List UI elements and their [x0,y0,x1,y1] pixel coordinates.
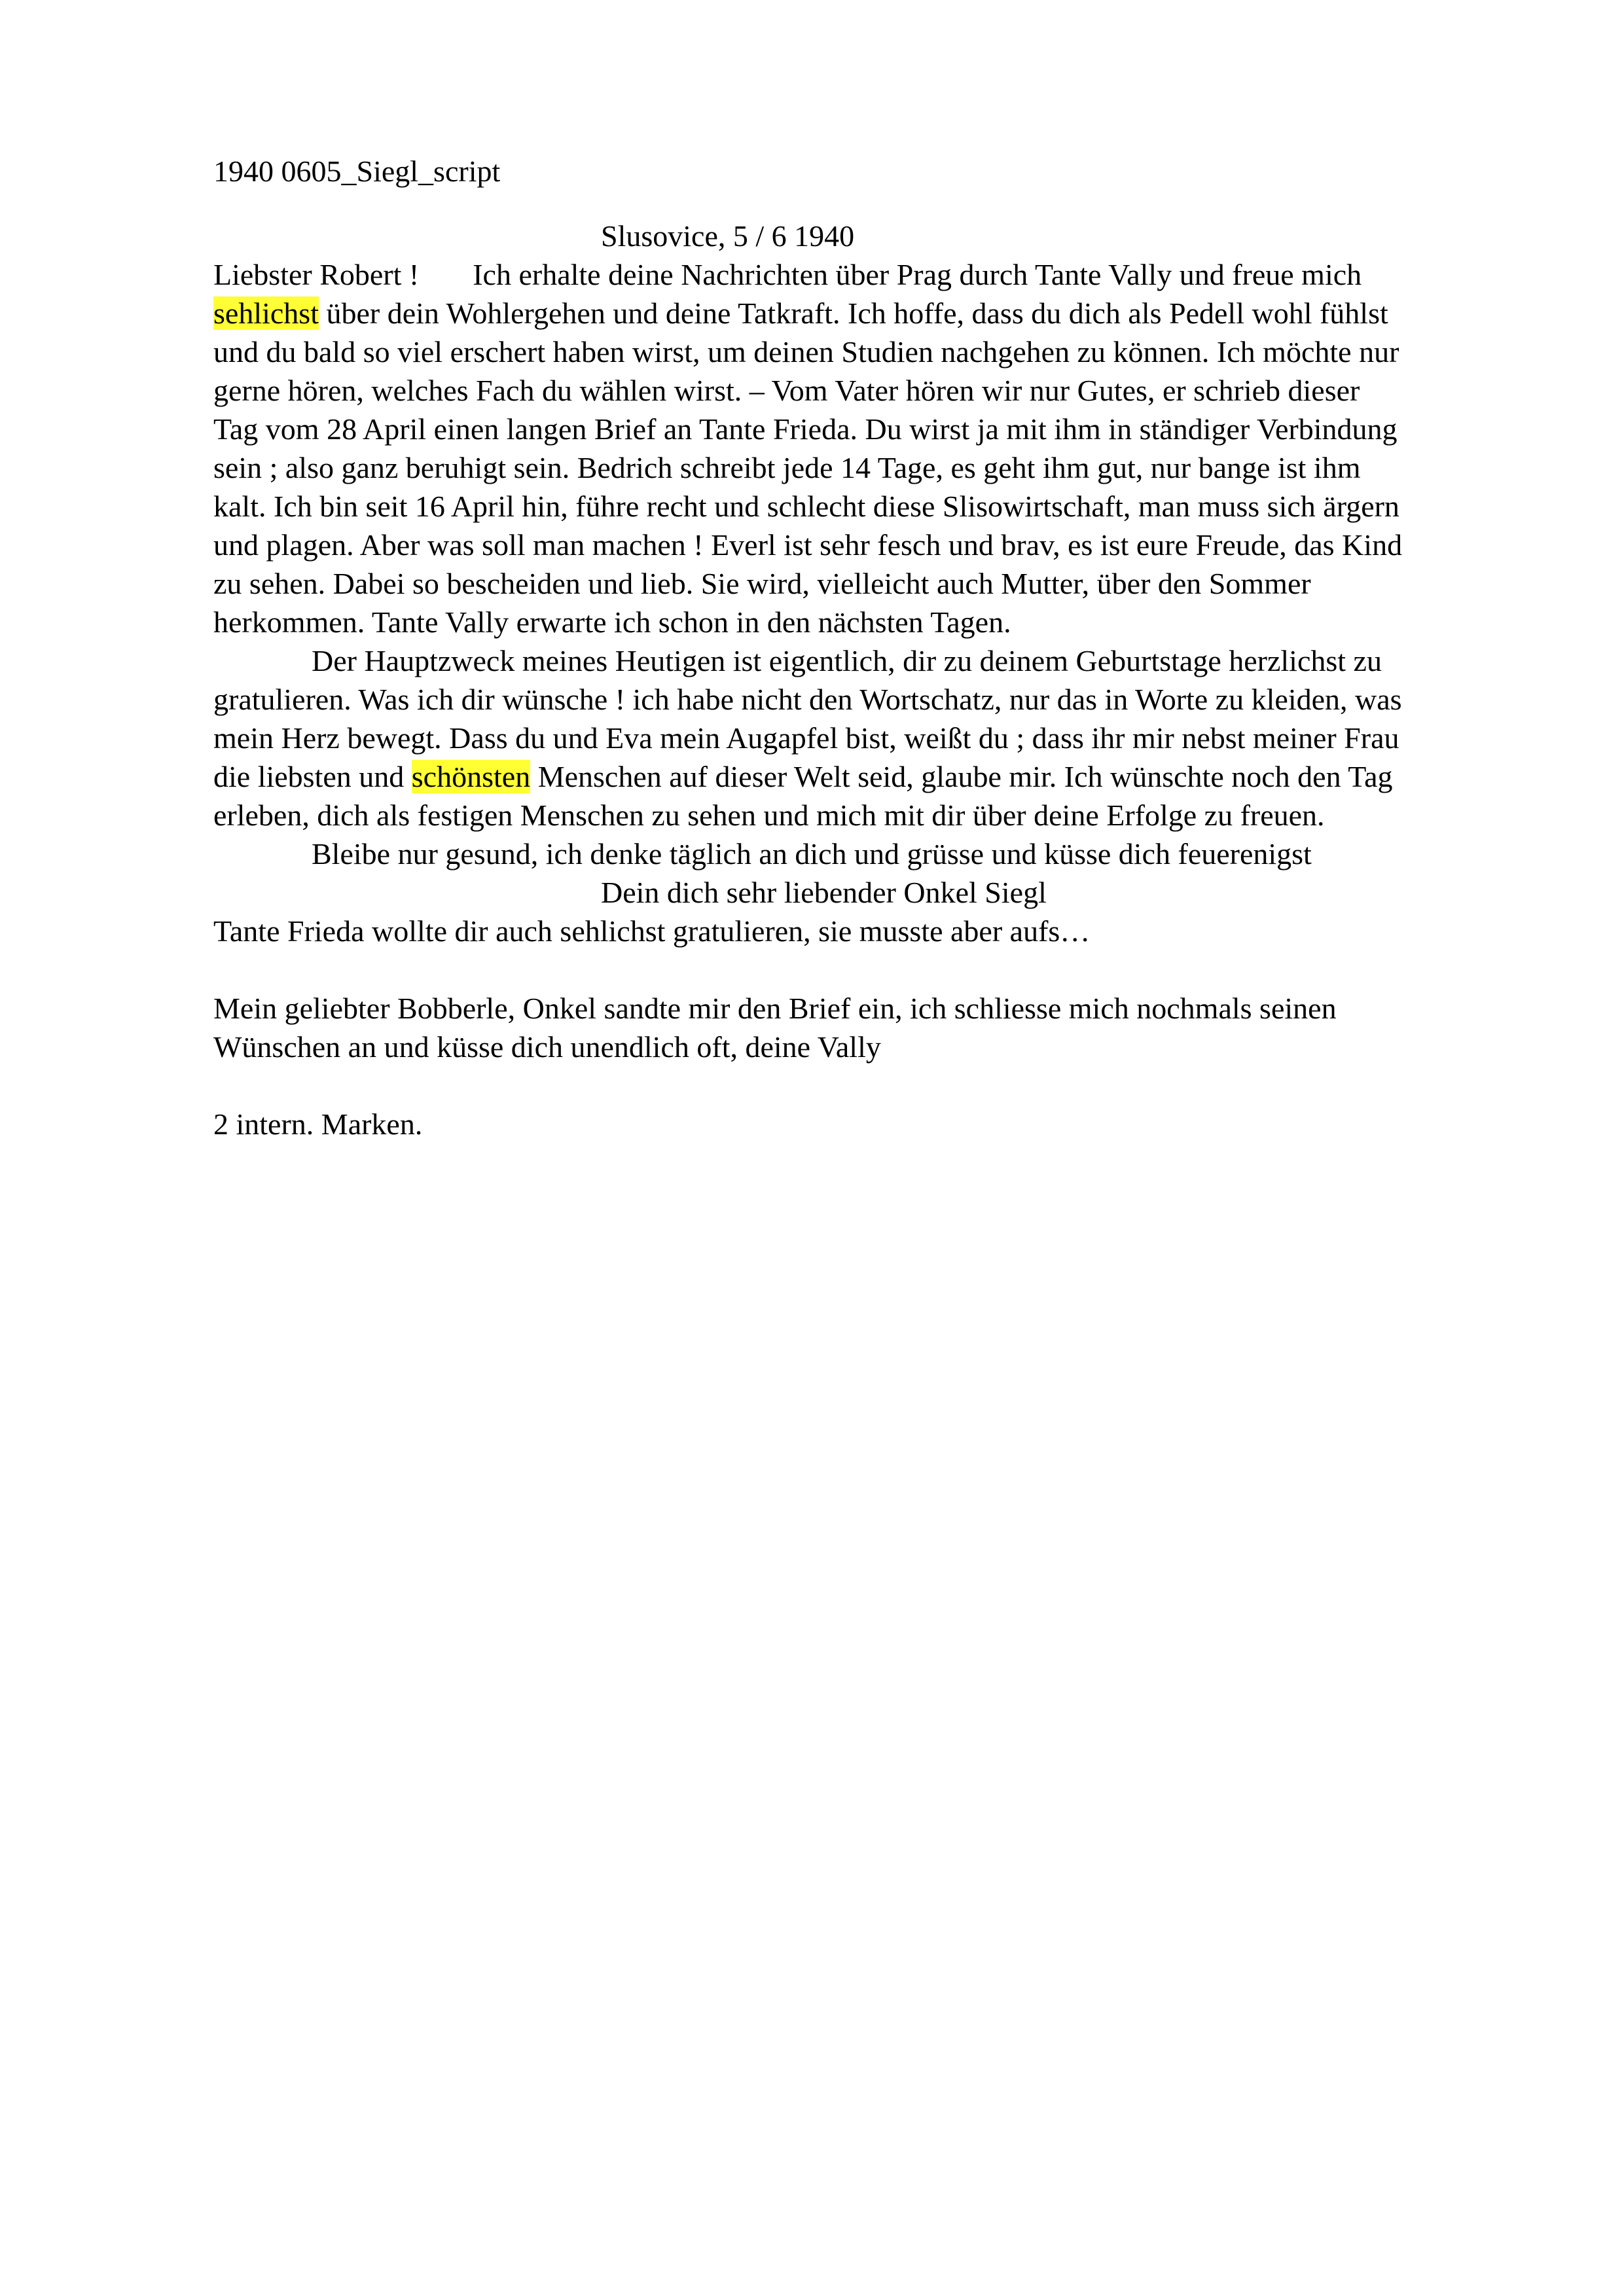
document-title: 1940 0605_Siegl_script [213,154,501,188]
letter-text: die liebsten und [213,760,412,793]
letter-text: Menschen auf dieser Welt seid, glaube mir. Ich wünschte noch den Tag [530,760,1393,793]
vally-note-line: Wünschen an und küsse dich unendlich oft, deine Vally [213,1030,881,1064]
greeting: Liebster Robert ! [213,258,420,291]
dateline: Slusovice, 5 / 6 1940 [601,219,855,253]
letter-line: und plagen. Aber was soll man machen ! Everl ist sehr fesch und brav, es ist eure Freude, das Kind [213,528,1403,562]
document-page [213,152,1523,1143]
letter-line: herkommen. Tante Vally erwarte ich schon in den nächsten Tagen. [213,605,1011,639]
letter-text: über dein Wohlergehen und deine Tatkraft. Ich hoffe, dass du dich als Pedell wohl fühlst [318,296,1388,330]
letter-line: und du bald so viel erschert haben wirst, um deinen Studien nachgehen zu können. Ich möchte nur [213,335,1399,368]
letter-line: mein Herz bewegt. Dass du und Eva mein Augapfel bist, weißt du ; dass ihr mir nebst meiner Frau [213,721,1399,755]
highlighted-word: sehlichst [213,296,319,330]
letter-line: Tag vom 28 April einen langen Brief an Tante Frieda. Du wirst ja mit ihm in ständiger Verbindung [213,412,1398,446]
spacer [213,190,1523,217]
letter-line: Der Hauptzweck meines Heutigen ist eigentlich, dir zu deinem Geburtstage herzlichst zu [312,644,1382,677]
letter-line: sein ; also ganz beruhigt sein. Bedrich schreibt jede 14 Tage, es geht ihm gut, nur bange ist ihm [213,451,1361,484]
letter-paragraph-1 [213,255,1523,641]
vally-note-line: Mein geliebter Bobberle, Onkel sandte mir den Brief ein, ich schliesse mich nochmals seinen [213,992,1337,1025]
signature: Dein dich sehr liebender Onkel Siegl [601,876,1047,909]
vally-note [213,989,1523,1066]
highlighted-word: schönsten [411,760,531,793]
letter-line [213,255,1523,294]
letter-text: Ich erhalte deine Nachrichten über Prag durch Tante Vally und freue mich [473,258,1362,291]
footer-note: 2 intern. Marken. [213,1107,423,1141]
letter-line: kalt. Ich bin seit 16 April hin, führe recht und schlecht diese Slisowirtschaft, man muss sich ärgern [213,490,1399,523]
letter-line: gerne hören, welches Fach du wählen wirst. – Vom Vater hören wir nur Gutes, er schrieb dieser [213,374,1360,407]
letter-line [213,757,1523,796]
letter-line: gratulieren. Was ich dir wünsche ! ich habe nicht den Wortschatz, nur das in Worte zu kleiden, was [213,683,1402,716]
letter-paragraph-3: Bleibe nur gesund, ich denke täglich an dich und grüsse und küsse dich feuerenigst [312,837,1312,870]
letter-line [213,294,1523,332]
letter-paragraph-2 [213,641,1523,834]
postscript: Tante Frieda wollte dir auch sehlichst gratulieren, sie musste aber aufs… [213,914,1091,948]
letter-line: erleben, dich als festigen Menschen zu sehen und mich mit dir über deine Erfolge zu freuen. [213,798,1325,832]
letter-line: zu sehen. Dabei so bescheiden und lieb. Sie wird, vielleicht auch Mutter, über den Sommer [213,567,1311,600]
spacer [213,1066,1523,1105]
spacer [213,950,1523,989]
